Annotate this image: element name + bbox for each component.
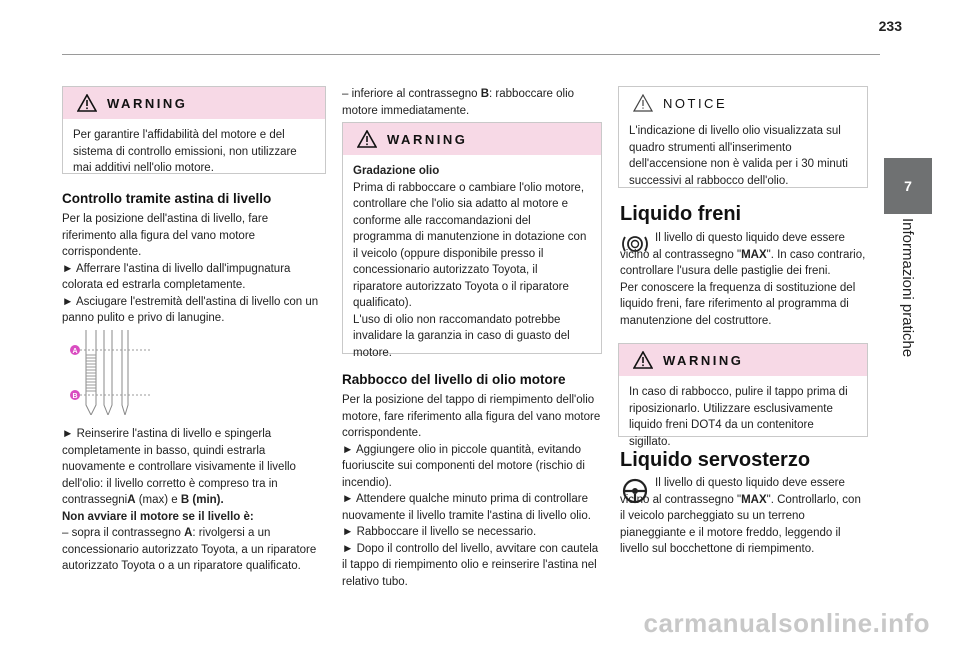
notice-label: NOTICE (663, 95, 728, 111)
marker-a-label: A (72, 348, 78, 355)
text-run: : rabboccare olio motore immediatamente. (342, 88, 575, 117)
paragraph: ► Rabboccare il livello se necessario. (342, 526, 537, 538)
warning-title: Gradazione olio (353, 165, 440, 177)
warning-label: WARNING (663, 352, 744, 368)
text-run: MAX (741, 493, 767, 506)
warning-text: L'uso di olio non raccomandato potrebbe invalidare la garanzia in caso di guasto del motore. (353, 313, 570, 359)
paragraph: ► Attendere qualche minuto prima di controllare nuovamente il livello tramite l'astina di livello olio. (342, 493, 591, 522)
oil-low-text (342, 86, 600, 119)
warning-box-oil-grade (342, 122, 602, 359)
paragraph (620, 230, 868, 280)
text-run: MAX (741, 248, 767, 261)
warning-text: Per garantire l'affidabilità del motore e del sistema di controllo emissioni, non utilizzare mai additivi nell'olio motore. (73, 129, 297, 174)
dipstick-instructions (62, 211, 324, 327)
warning-box-brake-fluid (618, 343, 868, 448)
text-run: ". In caso contrario, controllare l'usura delle pastiglie dei freni. (620, 248, 866, 277)
paragraph: Per conoscere la frequenza di sostituzione del liquido freni, fare riferimento al programma di manutenzione del costruttore. (620, 281, 856, 327)
warning-label: WARNING (107, 95, 188, 111)
topping-up-instructions (342, 392, 604, 590)
warning-body (343, 155, 601, 371)
watermark: carmanualsonline.info (643, 608, 930, 638)
paragraph (62, 525, 326, 575)
chapter-title (894, 218, 924, 378)
paragraph: Per la posizione del tappo di riempimento dell'olio motore, fare riferimento alla figura del vano motore corrispondente. (342, 394, 601, 439)
text-run: ". Controllarlo, con il veicolo parcheggiato su un terreno pianeggiante e il motore freddo, leggendo il livello sul bocchettone di riempimento. (620, 493, 861, 555)
paragraph: ► Asciugare l'estremità dell'astina di livello con un panno pulito e privo di lanugine. (62, 295, 319, 324)
warning-triangle-icon (357, 130, 377, 148)
warning-text: Prima di rabboccare o cambiare l'olio motore, controllare che l'olio sia adatto al motore e conforme alle raccomandazioni del programma di manutenzione in dotazione con il veicolo (oppure disponibile presso il concessionario autorizzato Toyota, il riparatore autorizzato Toyota o il riparatore qualificato). (353, 181, 587, 309)
section-heading-dipstick: Controllo tramite astina di livello (62, 191, 272, 206)
warning-box-additives (62, 86, 326, 174)
paragraph (342, 86, 600, 119)
dipstick-check-text (62, 426, 326, 575)
paragraph: ► Dopo il controllo del livello, avvitare con cautela il tappo di riempimento olio e reinserire l'astina nel relativo tubo. (342, 542, 599, 588)
paragraph: ► Afferrare l'astina di livello dall'impugnatura colorata ed estrarla completamente. (62, 262, 291, 291)
text-run: B (480, 88, 490, 100)
notice-box (618, 86, 868, 188)
warning-header (63, 87, 325, 119)
notice-triangle-icon (633, 94, 653, 112)
brake-fluid-text (620, 230, 868, 329)
paragraph (620, 475, 868, 558)
text-run: A (127, 494, 136, 506)
warning-label: WARNING (387, 131, 468, 147)
paragraph: Per la posizione dell'astina di livello, fare riferimento alla figura del vano motore corrispondente. (62, 213, 269, 258)
text-run: Il livello di questo liquido deve essere vicino al contrassegno " (620, 477, 845, 506)
paragraph: ► Aggiungere olio in piccole quantità, evitando fuoriuscite sui componenti del motore (rischio di incendio). (342, 443, 585, 489)
text-run: – sopra il contrassegno (62, 527, 185, 539)
notice-text: L'indicazione di livello olio visualizzata sul quadro strumenti all'inserimento dell'accensione non è valida per i 30 minuti successivi al rabbocco dell'olio. (629, 125, 848, 187)
chapter-title-text: Informazioni pratiche (899, 218, 916, 358)
header-rule (62, 54, 880, 55)
text-run: B (min). (180, 494, 224, 506)
warning-header (619, 344, 867, 376)
text-run: (max) e (135, 494, 181, 506)
section-heading-brake-fluid: Liquido freni (620, 203, 742, 225)
chapter-tab[interactable]: 7 (884, 158, 932, 214)
text-run: : rivolgersi a un concessionario autorizzato Toyota, a un riparatore autorizzato Toyota o a un riparatore qualificato. (62, 527, 317, 572)
section-heading-topping-up: Rabbocco del livello di olio motore (342, 372, 566, 387)
text-run: – inferiore al contrassegno (342, 88, 481, 100)
text-run: A (184, 527, 193, 539)
warning-triangle-icon (77, 94, 97, 112)
text-run: ► Reinserire l'astina di livello e spingerla completamente in basso, quindi estrarla nuovamente e controllare visivamente il livello dell'olio: il livello corretto è compreso tra in contrassegni (62, 428, 296, 506)
page-number: 233 (878, 18, 902, 34)
dipstick-illustration (66, 325, 156, 415)
paragraph: Non avviare il motore se il livello è: (62, 510, 254, 523)
paragraph (62, 426, 326, 509)
marker-b-label: B (72, 393, 78, 400)
notice-header (619, 87, 867, 119)
warning-header (343, 123, 601, 155)
text-run: Il livello di questo liquido deve essere vicino al contrassegno " (620, 232, 845, 261)
warning-triangle-icon (633, 351, 653, 369)
section-heading-power-steering: Liquido servosterzo (620, 449, 811, 471)
power-steering-text (620, 475, 868, 558)
warning-text: In caso di rabbocco, pulire il tappo prima di riposizionarlo. Utilizzare esclusivamente liquido freni DOT4 da un contenitore sigillato. (629, 386, 848, 448)
